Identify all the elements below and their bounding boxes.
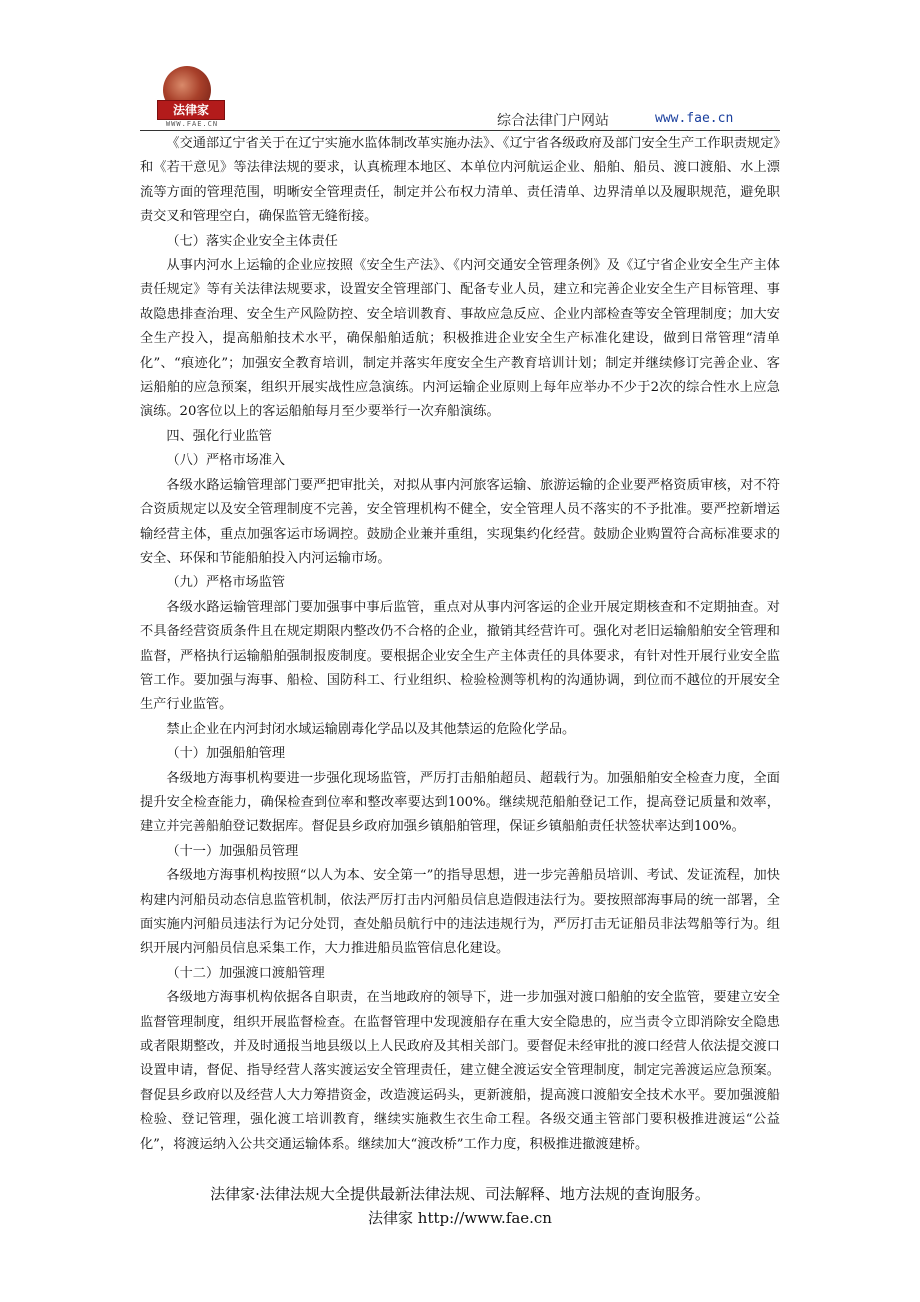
document-body (140, 132, 780, 1157)
body-paragraph: 《交通部辽宁省关于在辽宁实施水监体制改革实施办法》、《辽宁省各级政府及部门安全生产工作职责规定》和《若干意见》等法律法规的要求，认真梳理本地区、本单位内河航运企业、船舶、船员、渡口渡船、水上漂流等方面的管理范围，明晰安全管理责任，制定并公布权力清单、责任清单、边界清单以及履职规范，避免职责交叉和管理空白，确保监管无缝衔接。 (140, 136, 780, 225)
section-heading: （十）加强船舶管理 (166, 746, 286, 762)
site-name: 综合法律门户网站 (497, 113, 609, 129)
body-paragraph: 各级地方海事机构要进一步强化现场监管，严厉打击船舶超员、超载行为。加强船舶安全检查力度，全面提升安全检查能力，确保检查到位率和整改率要达到100%。继续规范船舶登记工作，提高登记质量和效率，建立并完善船舶登记数据库。督促县乡政府加强乡镇船舶管理，保证乡镇船舶责任状签状率达到100%。 (140, 770, 780, 835)
page-header (0, 0, 920, 132)
logo-text: 法律家 (157, 100, 225, 120)
section-heading: （七）落实企业安全主体责任 (166, 233, 338, 249)
body-paragraph: 各级水路运输管理部门要严把审批关，对拟从事内河旅客运输、旅游运输的企业要严格资质审核，对不符合资质规定以及安全管理制度不完善，安全管理机构不健全，安全管理人员不落实的不予批准。要严控新增运输经营主体，重点加强客运市场调控。鼓励企业兼并重组，实现集约化经营。鼓励企业购置符合高标准要求的安全、环保和节能船舶投入内河运输市场。 (140, 477, 780, 566)
section-heading: （十二）加强渡口渡船管理 (166, 965, 325, 981)
section-heading: （八）严格市场准入 (166, 453, 286, 469)
body-paragraph: 从事内河水上运输的企业应按照《安全生产法》、《内河交通安全管理条例》及《辽宁省企业安全生产主体责任规定》等有关法律法规要求，设置安全管理部门、配备专业人员，建立和完善企业安全生产目标管理、事故隐患排查治理、安全生产风险防控、安全培训教育、事故应急反应、企业内部检查等安全管理制度；加大安全生产投入，提高船舶技术水平，确保船舶适航；积极推进企业安全生产标准化建设，做到日常管理“清单化”、“痕迹化”；加强安全教育培训，制定并落实年度安全生产教育培训计划；制定并继续修订完善企业、客运船舶的应急预案，组织开展实战性应急演练。内河运输企业原则上每年应举办不少于2次的综合性水上应急演练。20客位以上的客运船舶每月至少要举行一次弃船演练。 (140, 258, 780, 420)
header-divider (140, 130, 780, 131)
body-paragraph: 各级地方海事机构按照“以人为本、安全第一”的指导思想，进一步完善船员培训、考试、发证流程，加快构建内河船员动态信息监管机制，依法严厉打击内河船员信息造假违法行为。要按照部海事局的统一部署，全面实施内河船员违法行为记分处罚，查处船员航行中的违法违规行为，严厉打击无证船员非法驾船等行为。组织开展内河船员信息采集工作，大力推进船员监管信息化建设。 (140, 868, 780, 957)
chapter-heading: 四、强化行业监管 (166, 428, 272, 444)
footer-site-link[interactable]: 法律家 http://www.fae.cn (368, 1209, 552, 1227)
site-logo[interactable] (155, 66, 227, 130)
body-paragraph: 各级水路运输管理部门要加强事中事后监管，重点对从事内河客运的企业开展定期核查和不定期抽查。对不具备经营资质条件且在规定期限内整改仍不合格的企业，撤销其经营许可。强化对老旧运输船舶安全管理和监督，严格执行运输船舶强制报废制度。要根据企业安全生产主体责任的具体要求，有针对性开展行业安全监管工作。要加强与海事、船检、国防科工、行业组织、检验检测等机构的沟通协调，到位而不越位的开展安全生产行业监管。 (140, 599, 780, 713)
section-heading: （九）严格市场监管 (166, 575, 286, 591)
logo-url: WWW.FAE.CN (165, 120, 219, 128)
page-footer (0, 1182, 920, 1230)
footer-tagline: 法律家·法律法规大全提供最新法律法规、司法解释、地方法规的查询服务。 (210, 1185, 710, 1203)
site-url-link[interactable]: www.fae.cn (655, 111, 734, 126)
body-paragraph: 禁止企业在内河封闭水域运输剧毒化学品以及其他禁运的危险化学品。 (166, 721, 576, 737)
body-paragraph: 各级地方海事机构依据各自职责，在当地政府的领导下，进一步加强对渡口船舶的安全监管，要建立安全监督管理制度，组织开展监督检查。在监督管理中发现渡船存在重大安全隐患的，应当责令立即消除安全隐患或者限期整改，并及时通报当地县级以上人民政府及其相关部门。要督促未经审批的渡口经营人依法提交渡口设置申请，督促、指导经营人落实渡运安全管理责任，建立健全渡运安全管理制度，制定完善渡运应急预案。督促县乡政府以及经营人大力筹措资金，改造渡运码头，更新渡船，提高渡口渡船安全技术水平。要加强渡船检验、登记管理，强化渡工培训教育，继续实施救生衣生命工程。各级交通主管部门要积极推进渡运“公益化”，将渡运纳入公共交通运输体系。继续加大“渡改桥”工作力度，积极推进撤渡建桥。 (140, 990, 780, 1152)
section-heading: （十一）加强船员管理 (166, 843, 299, 859)
